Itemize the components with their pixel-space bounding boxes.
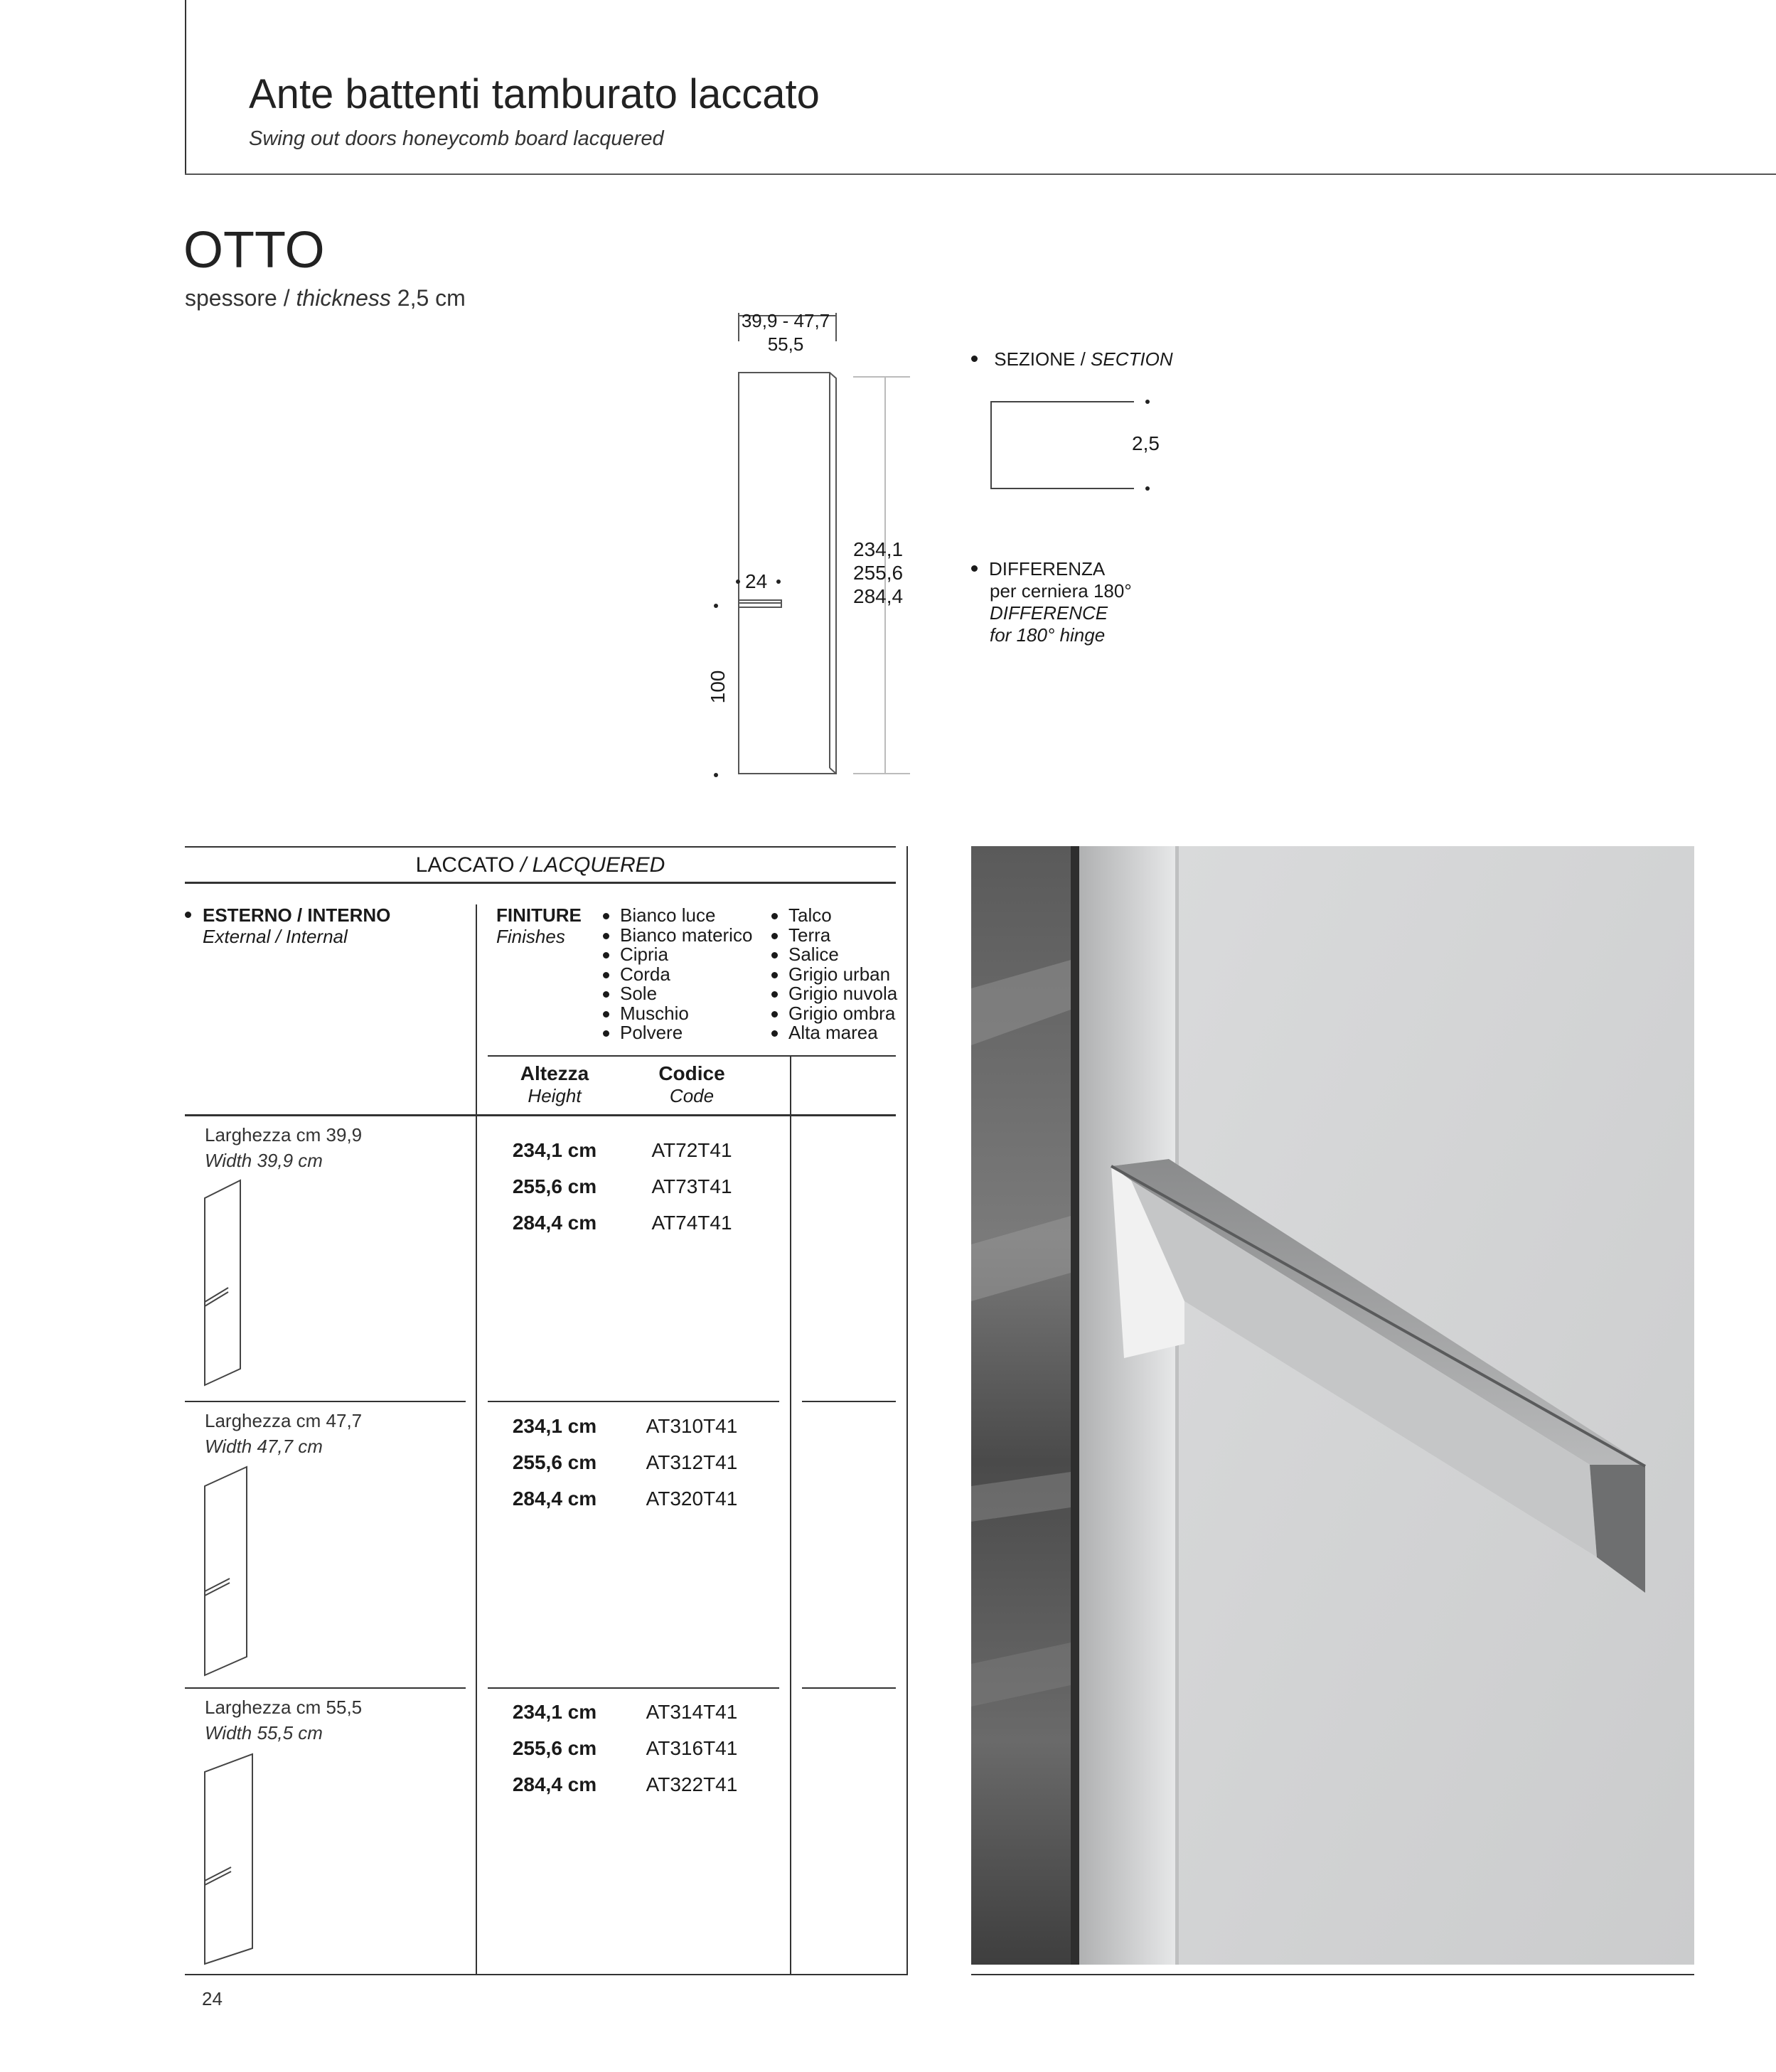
- product-thickness: [185, 284, 466, 311]
- finish-item: Muschio: [603, 1004, 752, 1024]
- finish-item: Sole: [603, 984, 752, 1004]
- finish-item: Alta marea: [771, 1023, 897, 1043]
- finish-item: Salice: [771, 945, 897, 965]
- group-label: [205, 1408, 362, 1459]
- finishes-list-1: [603, 906, 752, 1043]
- drawing-handle-width: 24: [745, 570, 768, 592]
- table-top-rule: [185, 846, 896, 848]
- row-code: AT73T41: [651, 1175, 732, 1197]
- group-width-label-en: Width 47,7 cm: [205, 1436, 323, 1457]
- drawing-heights: [853, 538, 903, 608]
- table-col-divider-2: [790, 1055, 791, 1975]
- finish-item: Terra: [771, 926, 897, 946]
- col-header-bottom-rule: [185, 1114, 896, 1116]
- difference-note: [971, 558, 1132, 646]
- header-left-rule: [185, 0, 186, 175]
- finish-item: Bianco luce: [603, 906, 752, 926]
- col-height-label-en: Height: [528, 1085, 582, 1106]
- drawing-height-2: 255,6: [853, 562, 904, 584]
- group-divider: [488, 1401, 779, 1402]
- col-header-top-rule: [488, 1055, 896, 1057]
- door-thumbnail: [203, 1751, 260, 1971]
- section-label-it: SEZIONE /: [994, 348, 1086, 370]
- table-right-border: [906, 846, 908, 1975]
- difference-en-1: DIFFERENCE: [990, 602, 1108, 624]
- ext-int-label-en: External / Internal: [203, 926, 348, 947]
- row-code: AT320T41: [646, 1488, 738, 1510]
- row-code: AT322T41: [646, 1773, 738, 1795]
- row-code: AT72T41: [651, 1139, 732, 1161]
- drawing-height-3: 284,4: [853, 585, 904, 607]
- group-width-label-en: Width 55,5 cm: [205, 1722, 323, 1743]
- group-divider: [802, 1687, 896, 1689]
- difference-label: DIFFERENZA: [971, 558, 1132, 580]
- group-width-label: Larghezza cm 47,7: [205, 1410, 363, 1431]
- finishes-label: FINITURE: [496, 904, 582, 926]
- group-label: [205, 1694, 362, 1746]
- drawing-width-bottom: 55,5: [767, 333, 804, 355]
- section-label: [971, 348, 1173, 370]
- difference-en-2: for 180° hinge: [990, 624, 1106, 646]
- table-title-it: LACCATO: [415, 853, 515, 877]
- finishes-label-en: Finishes: [496, 926, 565, 947]
- row-height: 284,4 cm: [512, 1773, 597, 1795]
- group-divider: [488, 1687, 779, 1689]
- row-code: AT74T41: [651, 1212, 732, 1234]
- table-bottom-rule: [185, 1974, 908, 1975]
- finish-item: Polvere: [603, 1023, 752, 1043]
- thickness-it: spessore /: [185, 285, 290, 311]
- group-divider: [185, 1401, 466, 1402]
- door-handle-photo: [971, 846, 1694, 1965]
- table-title-en: / LACQUERED: [520, 853, 665, 877]
- finish-item: Talco: [771, 906, 897, 926]
- col-code-heading: [635, 1062, 749, 1106]
- table-col-divider-1: [476, 904, 477, 1975]
- table-title-rule: [185, 882, 896, 884]
- group-label: [205, 1122, 362, 1173]
- group-divider: [185, 1687, 466, 1689]
- ext-int-block: [185, 904, 390, 947]
- row-height: 255,6 cm: [512, 1737, 597, 1759]
- section-value: 2,5: [1132, 432, 1160, 454]
- row-height: 234,1 cm: [512, 1701, 597, 1723]
- photo-bottom-rule: [971, 1974, 1694, 1975]
- finish-item: Corda: [603, 965, 752, 985]
- table-title: [185, 853, 896, 878]
- page-subtitle: Swing out doors honeycomb board lacquered: [249, 127, 664, 150]
- drawing-height-1: 234,1: [853, 538, 904, 560]
- row-code: AT316T41: [646, 1737, 738, 1759]
- finishes-list-2: [771, 906, 897, 1043]
- page-title: Ante battenti tamburato laccato: [249, 71, 820, 117]
- finishes-heading: [496, 904, 582, 947]
- drawing-width-top: 39,9 - 47,7: [741, 310, 830, 331]
- group-width-label: Larghezza cm 55,5: [205, 1697, 363, 1718]
- col-height-label: Altezza: [520, 1062, 589, 1084]
- row-height: 234,1 cm: [512, 1415, 597, 1437]
- col-height-heading: [501, 1062, 608, 1106]
- col-code-label-en: Code: [669, 1085, 715, 1106]
- group-divider: [802, 1401, 896, 1402]
- ext-int-label: ESTERNO / INTERNO: [185, 904, 390, 926]
- group-width-label-en: Width 39,9 cm: [205, 1150, 323, 1171]
- col-code-label: Codice: [658, 1062, 725, 1084]
- finish-item: Grigio urban: [771, 965, 897, 985]
- row-height: 284,4 cm: [512, 1212, 597, 1234]
- row-height: 255,6 cm: [512, 1175, 597, 1197]
- finish-item: Grigio nuvola: [771, 984, 897, 1004]
- finish-item: Grigio ombra: [771, 1004, 897, 1024]
- finish-item: Cipria: [603, 945, 752, 965]
- thickness-en: thickness: [296, 285, 391, 311]
- door-thumbnail: [203, 1177, 245, 1390]
- product-name: OTTO: [183, 222, 325, 279]
- page-number: 24: [202, 1988, 223, 2009]
- row-code: AT310T41: [646, 1415, 738, 1437]
- group-width-label: Larghezza cm 39,9: [205, 1124, 363, 1146]
- thickness-value: 2,5 cm: [397, 285, 466, 311]
- row-code: AT312T41: [646, 1451, 738, 1473]
- row-height: 234,1 cm: [512, 1139, 597, 1161]
- row-code: AT314T41: [646, 1701, 738, 1723]
- door-thumbnail: [203, 1463, 252, 1677]
- header-bottom-rule: [185, 173, 1776, 175]
- section-label-en: SECTION: [1091, 348, 1173, 370]
- difference-it: per cerniera 180°: [990, 580, 1132, 602]
- row-height: 284,4 cm: [512, 1488, 597, 1510]
- drawing-handle-height: 100: [707, 670, 729, 704]
- finish-item: Bianco materico: [603, 926, 752, 946]
- row-height: 255,6 cm: [512, 1451, 597, 1473]
